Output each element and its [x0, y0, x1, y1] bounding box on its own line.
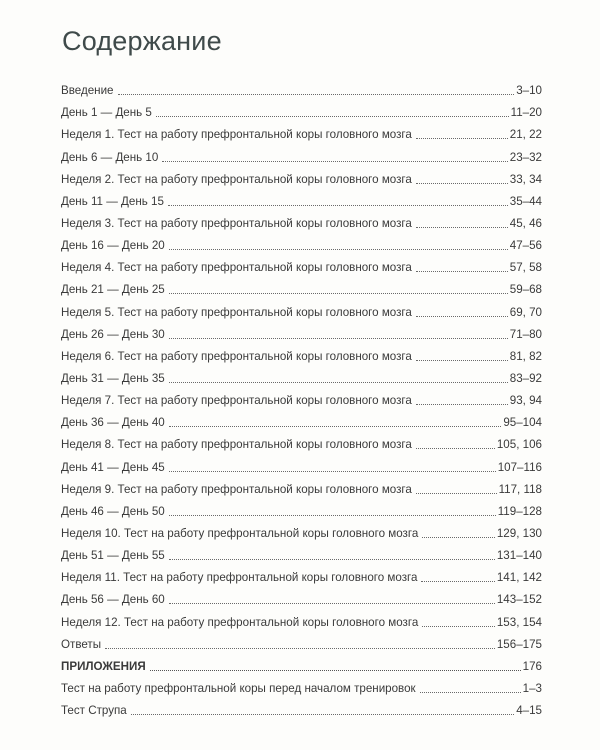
- toc-entry-pages: 45, 46: [509, 216, 542, 230]
- toc-entry-label: Неделя 7. Тест на работу префронтальной коры головного мозга: [61, 394, 412, 408]
- dot-leader: [150, 670, 521, 671]
- toc-entry-label: Неделя 12. Тест на работу префронтальной коры головного мозга: [61, 615, 419, 629]
- toc-entry-pages: 95–104: [503, 416, 542, 430]
- dot-leader: [156, 116, 509, 117]
- dot-leader: [162, 161, 507, 162]
- toc-entry-label: День 51 — День 55: [61, 549, 165, 563]
- toc-entry: [61, 452, 542, 474]
- toc-entry: [61, 98, 542, 120]
- page-title: Содержание: [62, 26, 222, 56]
- toc-entry-label: ПРИЛОЖЕНИЯ: [61, 659, 146, 673]
- toc-entry: [61, 408, 542, 430]
- toc-entry-label: Тест на работу префронтальной коры перед началом тренировок: [61, 681, 416, 695]
- toc-entry: [61, 364, 542, 386]
- toc-entry: [61, 607, 542, 629]
- toc-entry-label: Неделя 11. Тест на работу префронтальной коры головного мозга: [61, 571, 418, 585]
- dot-leader: [416, 316, 508, 317]
- toc-entry-pages: 129, 130: [496, 526, 542, 540]
- toc-entry: [61, 386, 542, 408]
- dot-leader: [421, 581, 494, 582]
- toc-entry-label: День 36 — День 40: [61, 416, 165, 430]
- toc-entry: [61, 142, 542, 164]
- toc-entry-pages: 143–152: [496, 593, 542, 607]
- dot-leader: [169, 603, 495, 604]
- toc-entry: [61, 120, 542, 142]
- toc-entry: [61, 652, 542, 674]
- toc-entry-label: Неделя 8. Тест на работу префронтальной коры головного мозга: [61, 438, 412, 452]
- dot-leader: [416, 493, 497, 494]
- toc-entry-pages: 23–32: [509, 150, 542, 164]
- toc-entry: [61, 297, 542, 319]
- toc-entry-pages: 33, 34: [509, 172, 542, 186]
- toc-entry-label: Неделя 4. Тест на работу префронтальной коры головного мозга: [61, 261, 412, 275]
- toc-entry-pages: 59–68: [509, 283, 542, 297]
- toc-entry: [61, 253, 542, 275]
- toc-entry-label: Ответы: [61, 637, 102, 651]
- toc-entry-pages: 35–44: [509, 194, 542, 208]
- toc-entry-label: Неделя 9. Тест на работу префронтальной коры головного мозга: [61, 482, 412, 496]
- toc-entry-pages: 71–80: [509, 327, 542, 341]
- toc-entry-label: День 41 — День 45: [61, 460, 165, 474]
- dot-leader: [420, 692, 521, 693]
- dot-leader: [416, 360, 508, 361]
- toc-entry-pages: 81, 82: [509, 349, 542, 363]
- dot-leader: [416, 138, 508, 139]
- toc-entry-label: Неделя 2. Тест на работу префронтальной коры головного мозга: [61, 172, 412, 186]
- toc-entry-label: Неделя 6. Тест на работу префронтальной коры головного мозга: [61, 349, 412, 363]
- toc-entry-pages: 93, 94: [509, 394, 542, 408]
- dot-leader: [105, 648, 495, 649]
- toc-entry-pages: 141, 142: [496, 571, 542, 585]
- dot-leader: [169, 382, 508, 383]
- dot-leader: [416, 404, 508, 405]
- toc-entry-pages: 1–3: [522, 681, 542, 695]
- toc-entry: [61, 76, 542, 98]
- toc-entry: [61, 674, 542, 696]
- toc-entry-pages: 83–92: [509, 371, 542, 385]
- toc-entry-pages: 69, 70: [509, 305, 542, 319]
- toc-entry-pages: 156–175: [496, 637, 542, 651]
- toc-entry-label: Неделя 3. Тест на работу префронтальной коры головного мозга: [61, 216, 412, 230]
- toc-entry: [61, 541, 542, 563]
- dot-leader: [169, 426, 502, 427]
- toc-entry-pages: 131–140: [496, 549, 542, 563]
- dot-leader: [169, 249, 508, 250]
- toc-entry-pages: 21, 22: [509, 128, 542, 142]
- toc-entry-pages: 4–15: [516, 704, 542, 718]
- toc-entry-pages: 105, 106: [496, 438, 542, 452]
- dot-leader: [169, 559, 495, 560]
- dot-leader: [416, 271, 508, 272]
- dot-leader: [131, 714, 514, 715]
- toc-entry-label: День 31 — День 35: [61, 371, 165, 385]
- dot-leader: [169, 515, 496, 516]
- toc-entry-pages: 107–116: [497, 460, 542, 474]
- toc-entry-pages: 153, 154: [496, 615, 542, 629]
- toc-entry-label: День 26 — День 30: [61, 327, 165, 341]
- dot-leader: [168, 205, 508, 206]
- toc-entry-label: День 16 — День 20: [61, 239, 165, 253]
- toc-entry-label: Неделя 1. Тест на работу префронтальной коры головного мозга: [61, 128, 412, 142]
- dot-leader: [169, 338, 508, 339]
- toc-entry-label: День 11 — День 15: [61, 194, 164, 208]
- toc-entry: [61, 497, 542, 519]
- dot-leader: [422, 626, 495, 627]
- dot-leader: [118, 94, 515, 95]
- toc-entry-pages: 47–56: [509, 239, 542, 253]
- toc-entry-label: Неделя 10. Тест на работу префронтальной коры головного мозга: [61, 526, 419, 540]
- toc-entry: [61, 585, 542, 607]
- toc-entry: [61, 209, 542, 231]
- toc-entry: [61, 430, 542, 452]
- toc-entry-label: День 46 — День 50: [61, 504, 165, 518]
- toc-entry-label: День 6 — День 10: [61, 150, 159, 164]
- toc-entry: [61, 563, 542, 585]
- toc-entry: [61, 630, 542, 652]
- toc-entry: [61, 519, 542, 541]
- toc-entry-label: День 56 — День 60: [61, 593, 165, 607]
- toc-entry-pages: 176: [522, 659, 542, 673]
- toc-entry: [61, 275, 542, 297]
- toc-entry: [61, 475, 542, 497]
- toc-entry: [61, 231, 542, 253]
- toc-entry: [61, 342, 542, 364]
- toc-entry-pages: 3–10: [516, 84, 542, 98]
- toc-entry-label: Тест Струпа: [61, 704, 127, 718]
- dot-leader: [416, 227, 508, 228]
- toc-entry-pages: 119–128: [497, 504, 542, 518]
- dot-leader: [416, 183, 508, 184]
- dot-leader: [169, 293, 508, 294]
- toc-entry: [61, 165, 542, 187]
- toc-entry-label: День 21 — День 25: [61, 283, 165, 297]
- toc-entry-pages: 57, 58: [509, 261, 542, 275]
- toc-entry-pages: 117, 118: [498, 482, 542, 496]
- toc-entry-label: Неделя 5. Тест на работу префронтальной коры головного мозга: [61, 305, 412, 319]
- dot-leader: [422, 537, 495, 538]
- toc-entry-label: День 1 — День 5: [61, 106, 152, 120]
- toc-entry: [61, 187, 542, 209]
- toc-entry: [61, 696, 542, 718]
- dot-leader: [169, 471, 496, 472]
- toc-entry-pages: 11–20: [510, 106, 542, 120]
- dot-leader: [416, 448, 495, 449]
- toc-entry-label: Введение: [61, 84, 114, 98]
- table-of-contents: [61, 76, 542, 718]
- toc-entry: [61, 320, 542, 342]
